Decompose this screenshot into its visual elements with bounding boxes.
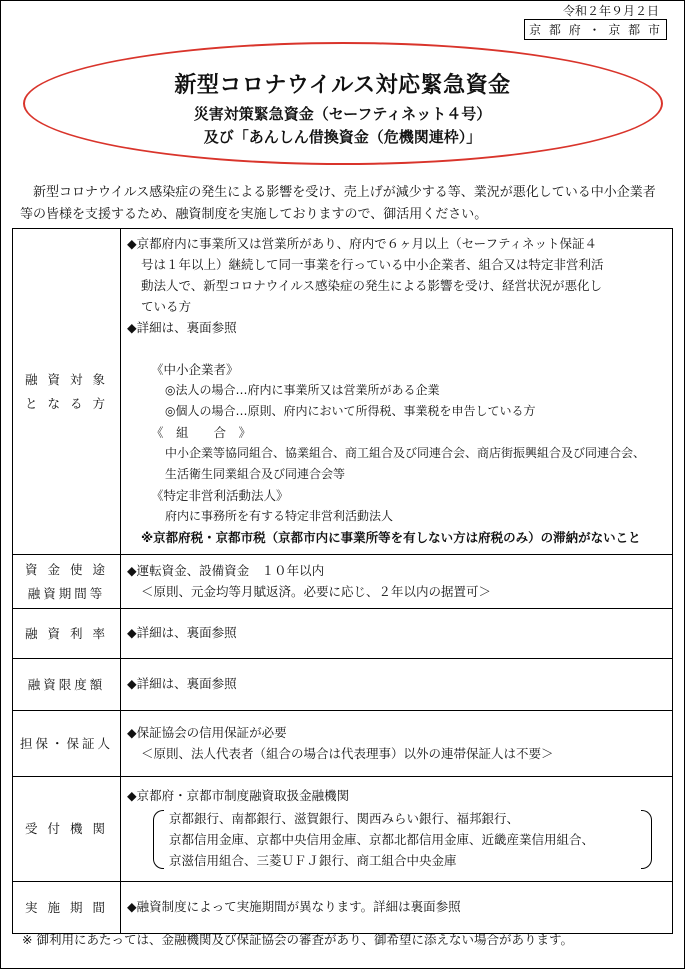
row-rate xyxy=(13,609,673,659)
label-agency: 受 付 機 関 xyxy=(13,777,121,882)
heading-sme: 《中小企業者》 xyxy=(151,362,239,377)
content-target: ◆京都府内に事業所又は営業所があり、府内で６ヶ月以上（セーフティネット保証４ 号は１年以上）継続して同一事業を行っている中小企業者、組合又は特定非営利活 動法人で、新型コロナウイルス感染症の発生による影響を受け、経営状況が悪化し ている方 ◆詳細は、裏面参照 《中小企業者》 ◎法人の場合…府内に事業所又は営業所がある企業 ◎個人の場合…原則、府内において所得税、事業税を申告している方 《 組 合 》 中小企業等協同組合、協業組合、商工組合及び同連合会、商店街振興組合及び同連合会、 生活衛生同業組合及び同連合会等 《特定非営利活動法人》 府内に事務所を有する特定非営利活動法人 ※京都府税・京都市税（京都市内に事業所等を有しない方は府税のみ）の滞納がないこと xyxy=(121,229,673,555)
bank-list: 京都銀行、南都銀行、滋賀銀行、関西みらい銀行、福邦銀行、 京都信用金庫、京都中央信用金庫、京都北都信用金庫、近畿産業信用組合、 京滋信用組合、三菱ＵＦＪ銀行、商工組合中央金庫 xyxy=(153,808,652,871)
label-rate: 融 資 利 率 xyxy=(13,609,121,659)
row-guarantee xyxy=(13,711,673,777)
label-target: 融 資 対 象 と な る 方 xyxy=(13,229,121,555)
heading-union: 《 組 合 》 xyxy=(151,425,252,440)
row-use xyxy=(13,555,673,609)
row-target xyxy=(13,229,673,555)
label-guarantee: 担保・保証人 xyxy=(13,711,121,777)
heading-npo: 《特定非営利活動法人》 xyxy=(151,488,289,503)
issuer-box: 京 都 府 ・ 京 都 市 xyxy=(524,19,667,40)
label-use: 資 金 使 途 融資期間等 xyxy=(13,555,121,609)
row-limit xyxy=(13,659,673,711)
loan-terms-table xyxy=(12,228,673,934)
footnote: ※ 御利用にあたっては、金融機関及び保証協会の審査があり、御希望に添えない場合があります。 xyxy=(22,932,573,947)
label-period: 実 施 期 間 xyxy=(13,882,121,934)
content-agency: ◆京都府・京都市制度融資取扱金融機関 京都銀行、南都銀行、滋賀銀行、関西みらい銀行、福邦銀行、 京都信用金庫、京都中央信用金庫、京都北都信用金庫、近畿産業信用組合、 京滋信用組合、三菱ＵＦＪ銀行、商工組合中央金庫 xyxy=(121,777,673,882)
intro-paragraph: 新型コロナウイルス感染症の発生による影響を受け、売上げが減少する等、業況が悪化している中小企業者等の皆様を支援するため、融資制度を実施しておりますので、御活用ください。 xyxy=(20,185,656,222)
label-limit: 融資限度額 xyxy=(13,659,121,711)
content-limit: ◆詳細は、裏面参照 xyxy=(121,659,673,711)
subtitle-refinance: 及び「あんしん借換資金（危機関連枠）」 xyxy=(203,128,482,146)
tax-note: ※京都府税・京都市税（京都市内に事業所等を有しない方は府税のみ）の滞納がないこと xyxy=(141,530,641,545)
row-period xyxy=(13,882,673,934)
page-title: 新型コロナウイルス対応緊急資金 xyxy=(174,73,511,98)
content-use: ◆運転資金、設備資金 １０年以内 ＜原則、元金均等月賦返済。必要に応じ、２年以内の据置可＞ xyxy=(121,555,673,609)
content-period: ◆融資制度によって実施期間が異なります。詳細は裏面参照 xyxy=(121,882,673,934)
subtitle-safety-net: 災害対策緊急資金（セーフティネット４号） xyxy=(193,105,492,123)
row-agency xyxy=(13,777,673,882)
issue-date: 令和２年９月２日 xyxy=(562,4,659,18)
content-rate: ◆詳細は、裏面参照 xyxy=(121,609,673,659)
content-guarantee: ◆保証協会の信用保証が必要 ＜原則、法人代表者（組合の場合は代表理事）以外の連帯保証人は不要＞ xyxy=(121,711,673,777)
